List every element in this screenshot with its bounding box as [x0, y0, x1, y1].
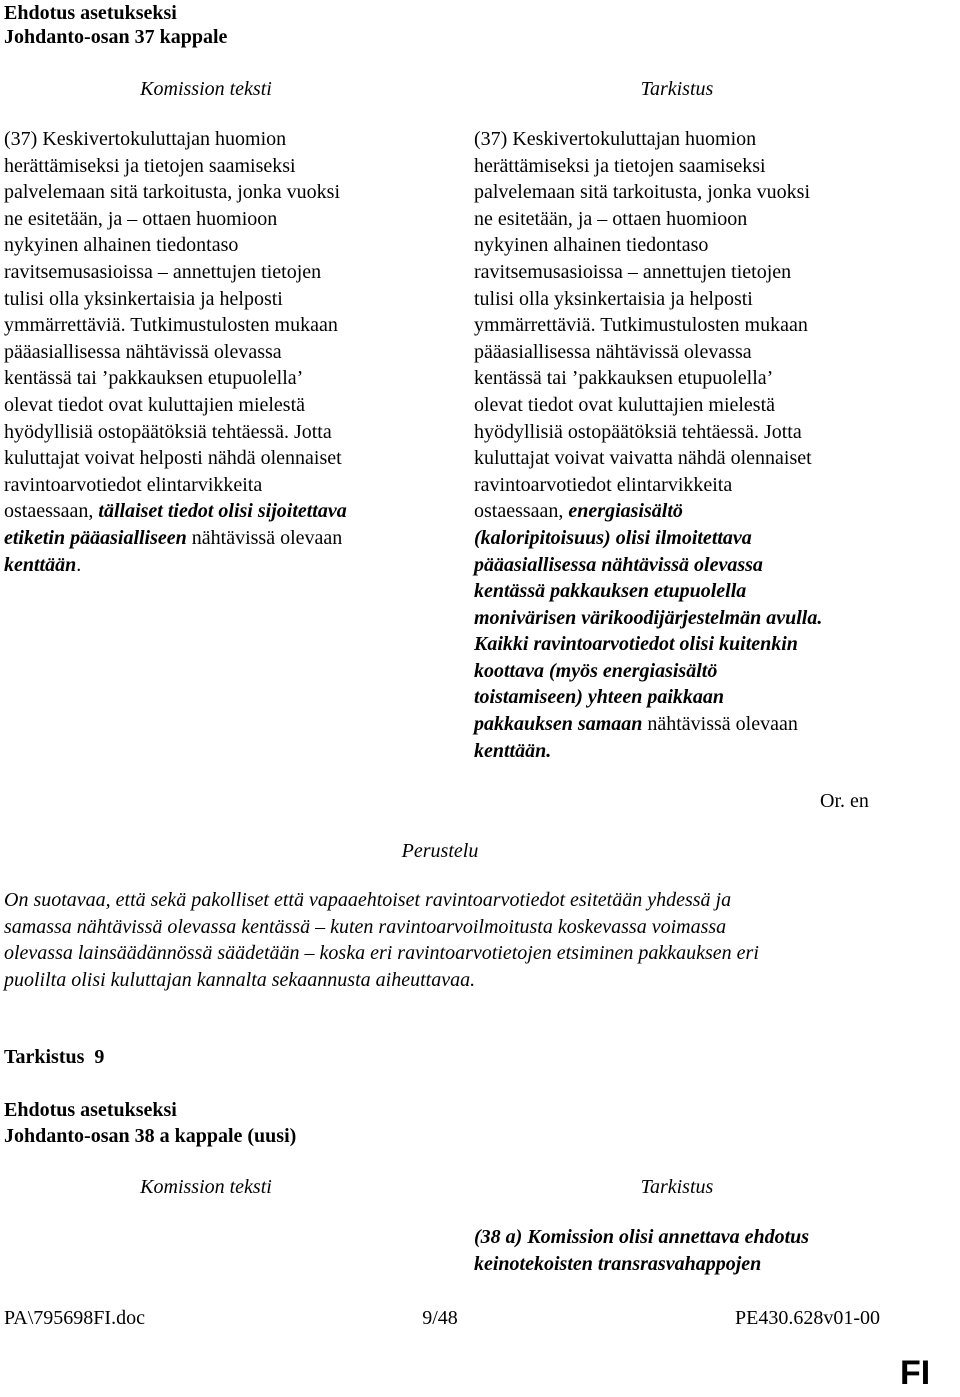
text-line	[474, 259, 822, 286]
document-reference: PA\795698FI.doc	[4, 1307, 145, 1329]
text-segment: tulisi olla yksinkertaisia ja helposti	[4, 287, 283, 310]
text-segment: ravitsemusasioissa – annettujen tietojen	[4, 260, 322, 283]
text-segment: monivärisen värikoodijärjestelmän avulla.	[474, 606, 823, 629]
text-line	[474, 658, 822, 685]
text-line	[4, 312, 347, 339]
justification-line: olevassa lainsäädännössä säädetään – koska eri ravintoarvotietojen etsiminen pakkauksen eri	[4, 942, 759, 965]
recital-heading: Johdanto-osan 37 kappale	[4, 26, 228, 48]
text-segment: kentässä tai ’pakkauksen etupuolella’	[4, 367, 304, 390]
text-line	[4, 259, 347, 286]
original-language: Or. en	[820, 790, 869, 812]
text-line	[4, 153, 347, 180]
text-segment: toistamiseen) yhteen paikkaan	[474, 686, 724, 709]
text-segment: (37) Keskivertokuluttajan huomion	[4, 128, 287, 150]
text-segment: kentässä pakkauksen etupuolella	[474, 580, 747, 603]
text-segment: olevat tiedot ovat kuluttajien mielestä	[4, 393, 306, 416]
justification-line: samassa nähtävissä olevassa kentässä – kuten ravintoarvoilmoitusta koskevassa voimassa	[4, 915, 727, 938]
text-segment: Kaikki ravintoarvotiedot olisi kuitenkin	[474, 633, 798, 656]
text-line	[4, 392, 347, 419]
text-line	[474, 312, 822, 339]
text-line	[4, 126, 347, 153]
amendment-number	[4, 1044, 104, 1071]
language-code: FI	[900, 1354, 931, 1392]
text-line	[4, 498, 347, 525]
text-line	[4, 552, 347, 579]
text-line	[4, 286, 347, 313]
text-segment: herättämiseksi ja tietojen saamiseksi	[474, 154, 766, 177]
text-segment: pääasiallisessa nähtävissä olevassa	[4, 340, 282, 363]
text-segment: ostaessaan,	[474, 500, 569, 523]
text-line	[474, 525, 822, 552]
text-segment: (kaloripitoisuus) olisi ilmoitettava	[474, 526, 752, 549]
text-line	[474, 498, 822, 525]
text-line	[474, 605, 822, 632]
text-line	[4, 232, 347, 259]
text-line	[4, 525, 347, 552]
text-line	[474, 1224, 809, 1251]
amendment-number-value: 9	[94, 1046, 105, 1068]
text-line	[474, 126, 822, 153]
text-line	[474, 1251, 809, 1278]
text-line	[474, 232, 822, 259]
justification-line: puolilta olisi kuluttajan kannalta sekaannusta aiheuttavaa.	[4, 968, 476, 991]
text-segment: energiasisältö	[568, 500, 683, 523]
amendment-label: Tarkistus	[4, 1046, 85, 1068]
justification-heading: Perustelu	[401, 840, 479, 862]
commission-text-column	[4, 126, 347, 578]
text-line	[474, 738, 822, 765]
text-line	[474, 631, 822, 658]
text-segment: olevat tiedot ovat kuluttajien mielestä	[474, 393, 776, 416]
text-segment: kenttään.	[474, 739, 552, 762]
commission-text-heading: Komission teksti	[140, 78, 272, 100]
justification-line: On suotavaa, että sekä pakolliset että vapaaehtoiset ravintoarvotiedot esitetään yhdessä ja	[4, 889, 732, 911]
text-segment: tulisi olla yksinkertaisia ja helposti	[474, 287, 753, 310]
text-segment: nähtävissä olevaan	[186, 526, 343, 549]
recital-heading-2: Johdanto-osan 38 a kappale (uusi)	[4, 1125, 297, 1147]
text-line	[474, 472, 822, 499]
text-line	[474, 179, 822, 206]
text-segment: ne esitetään, ja – ottaen huomioon	[474, 207, 748, 230]
text-line	[474, 206, 822, 233]
text-segment: (38 a) Komission olisi annettava ehdotus	[474, 1226, 810, 1248]
text-segment: .	[76, 553, 82, 576]
text-segment: nähtävissä olevaan	[642, 713, 798, 736]
amendment-heading-2: Tarkistus	[640, 1176, 714, 1198]
text-segment: palvelemaan sitä tarkoitusta, jonka vuoksi	[4, 181, 341, 204]
text-line	[474, 419, 822, 446]
text-line	[4, 472, 347, 499]
text-line	[474, 552, 822, 579]
text-segment: hyödyllisiä ostopäätöksiä tehtäessä. Jotta	[474, 420, 802, 443]
text-line	[474, 153, 822, 180]
text-segment: herättämiseksi ja tietojen saamiseksi	[4, 154, 296, 177]
text-line	[474, 286, 822, 313]
proposal-heading: Ehdotus asetukseksi	[4, 2, 177, 24]
text-segment: ymmärrettäviä. Tutkimustulosten mukaan	[474, 314, 808, 337]
text-line	[474, 445, 822, 472]
text-line	[4, 419, 347, 446]
text-segment: nykyinen alhainen tiedontaso	[474, 234, 709, 257]
page-number: 9/48	[422, 1307, 458, 1329]
text-line	[4, 179, 347, 206]
text-segment: kenttään	[4, 553, 77, 576]
amendment-heading: Tarkistus	[640, 78, 714, 100]
text-segment: pääasiallisessa nähtävissä olevassa	[474, 340, 752, 363]
commission-text-heading-2: Komission teksti	[140, 1176, 272, 1198]
text-segment: pakkauksen samaan	[474, 713, 643, 736]
text-segment: pääasiallisessa nähtävissä olevassa	[474, 553, 763, 576]
text-line	[4, 365, 347, 392]
text-line	[4, 339, 347, 366]
amendment-text-column	[474, 126, 822, 764]
text-segment: kentässä tai ’pakkauksen etupuolella’	[474, 367, 774, 390]
text-segment: palvelemaan sitä tarkoitusta, jonka vuoksi	[474, 181, 811, 204]
text-segment: tällaiset tiedot olisi sijoitettava	[98, 500, 347, 523]
text-segment: kuluttajat voivat vaivatta nähdä olennaiset	[474, 447, 812, 470]
text-segment: kuluttajat voivat helposti nähdä olennaiset	[4, 447, 342, 470]
text-line	[474, 392, 822, 419]
pe-reference: PE430.628v01-00	[735, 1307, 880, 1329]
text-line	[474, 684, 822, 711]
text-segment: ostaessaan,	[4, 500, 99, 523]
text-segment: (37) Keskivertokuluttajan huomion	[474, 128, 757, 150]
text-line	[474, 711, 822, 738]
text-segment: ne esitetään, ja – ottaen huomioon	[4, 207, 278, 230]
text-segment: ravitsemusasioissa – annettujen tietojen	[474, 260, 792, 283]
text-segment: ravintoarvotiedot elintarvikkeita	[474, 473, 733, 496]
text-segment: keinotekoisten transrasvahappojen	[474, 1252, 762, 1275]
justification-text	[4, 887, 904, 993]
text-segment: hyödyllisiä ostopäätöksiä tehtäessä. Jotta	[4, 420, 332, 443]
text-segment: koottava (myös energiasisältö	[474, 659, 718, 682]
text-segment: ravintoarvotiedot elintarvikkeita	[4, 473, 263, 496]
text-line	[4, 206, 347, 233]
text-segment: ymmärrettäviä. Tutkimustulosten mukaan	[4, 314, 338, 337]
amendment-text-column-2	[474, 1224, 809, 1277]
proposal-heading-2: Ehdotus asetukseksi	[4, 1099, 177, 1121]
text-segment: etiketin pääasialliseen	[4, 526, 187, 549]
text-line	[474, 365, 822, 392]
text-segment: nykyinen alhainen tiedontaso	[4, 234, 239, 257]
text-line	[474, 578, 822, 605]
text-line	[474, 339, 822, 366]
text-line	[4, 445, 347, 472]
